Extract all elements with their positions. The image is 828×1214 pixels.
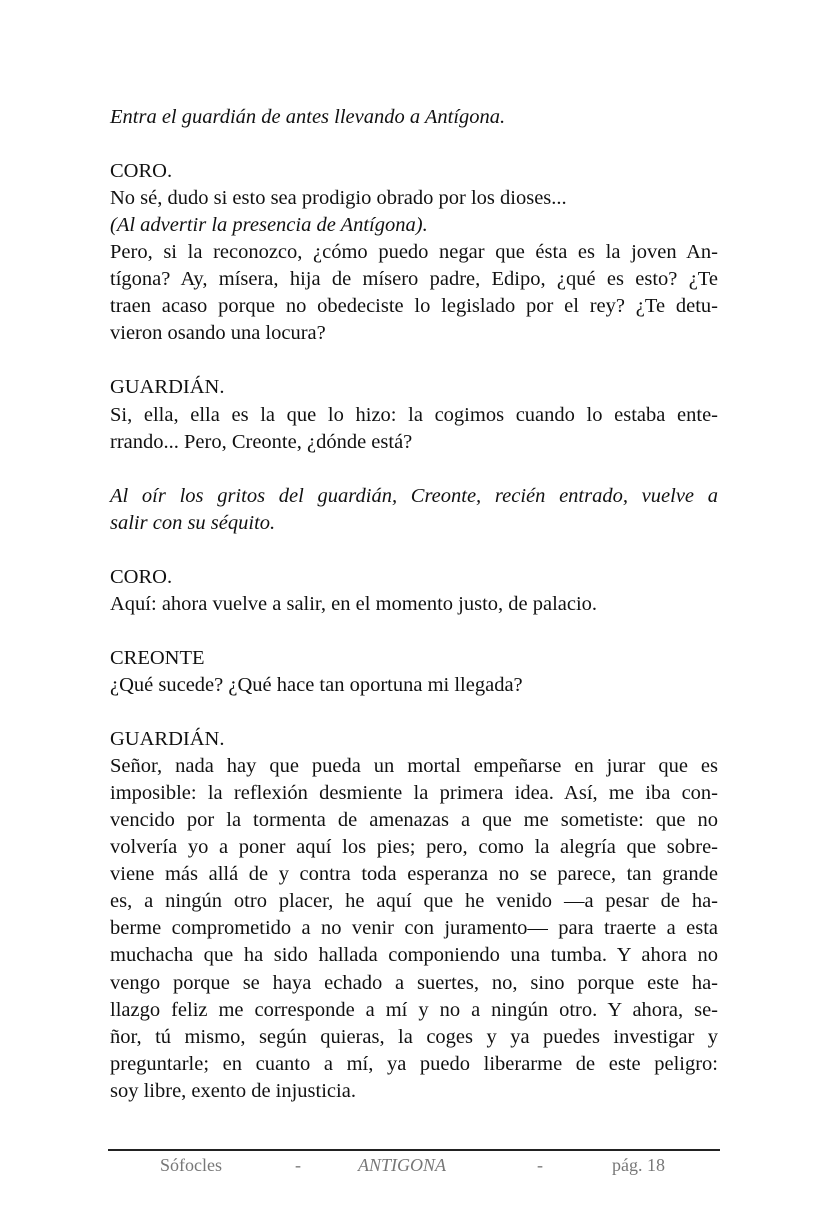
dialogue-line: berme comprometido a no venir con juramento— para traerte a esta: [110, 917, 718, 940]
dialogue-line: es, a ningún otro placer, he aquí que he venido —a pesar de ha-: [110, 890, 718, 913]
dialogue-line: soy libre, exento de injusticia.: [110, 1079, 356, 1102]
dialogue-line: viene más allá de y contra toda esperanza no se parece, tan grande: [110, 863, 718, 886]
dialogue-line: tígona? Ay, mísera, hija de mísero padre, Edipo, ¿qué es esto? ¿Te: [110, 268, 718, 291]
dialogue-line: No sé, dudo si esto sea prodigio obrado por los dioses...: [110, 187, 567, 210]
dialogue-line: Señor, nada hay que pueda un mortal empeñarse en jurar que es: [110, 755, 718, 778]
footer-separator: -: [537, 1155, 543, 1175]
dialogue-line: vencido por la tormenta de amenazas a que me sometiste: que no: [110, 809, 718, 832]
footer-rule: [108, 1149, 720, 1151]
dialogue-line: ñor, tú mismo, según quieras, la coges y ya puedes investigar y: [110, 1025, 718, 1048]
stage-direction: Entra el guardián de antes llevando a Antígona.: [110, 106, 506, 128]
page-body: [110, 104, 718, 1105]
speaker-name: CORO.: [110, 160, 173, 183]
aside: (Al advertir la presencia de Antígona).: [110, 214, 428, 237]
dialogue-line: Si, ella, ella es la que lo hizo: la cogimos cuando lo estaba ente-: [110, 403, 718, 426]
dialogue-line: imposible: la reflexión desmiente la primera idea. Así, me iba con-: [110, 782, 718, 805]
dialogue-line: traen acaso porque no obedeciste lo legislado por el rey? ¿Te detu-: [110, 295, 718, 318]
dialogue-line: preguntarle; en cuanto a mí, ya puedo liberarme de este peligro:: [110, 1052, 718, 1075]
footer-author: Sófocles: [160, 1155, 222, 1175]
dialogue-line: Pero, si la reconozco, ¿cómo puedo negar que ésta es la joven An-: [110, 241, 718, 264]
footer-title: ANTIGONA: [358, 1155, 447, 1175]
footer-separator: -: [295, 1155, 301, 1175]
speaker-name: CREONTE: [110, 646, 205, 669]
dialogue-line: ¿Qué sucede? ¿Qué hace tan oportuna mi llegada?: [110, 673, 523, 696]
dialogue-line: vieron osando una locura?: [110, 322, 326, 345]
stage-direction: Al oír los gritos del guardián, Creonte, recién entrado, vuelve a: [110, 484, 718, 507]
speaker-name: GUARDIÁN.: [110, 376, 225, 399]
speaker-name: GUARDIÁN.: [110, 728, 225, 751]
dialogue-line: llazgo feliz me corresponde a mí y no a ningún otro. Y ahora, se-: [110, 998, 718, 1021]
dialogue-line: muchacha que ha sido hallada componiendo una tumba. Y ahora no: [110, 944, 718, 967]
dialogue-line: Aquí: ahora vuelve a salir, en el momento justo, de palacio.: [110, 592, 598, 615]
stage-direction: salir con su séquito.: [110, 511, 276, 534]
dialogue-line: volvería yo a poner aquí los pies; pero, como la alegría que sobre-: [110, 836, 718, 859]
dialogue-line: rrando... Pero, Creonte, ¿dónde está?: [110, 430, 413, 453]
dialogue-line: vengo porque se haya echado a suertes, no, sino porque este ha-: [110, 971, 718, 994]
speaker-name: CORO.: [110, 565, 173, 588]
page-number: pág. 18: [612, 1155, 665, 1175]
